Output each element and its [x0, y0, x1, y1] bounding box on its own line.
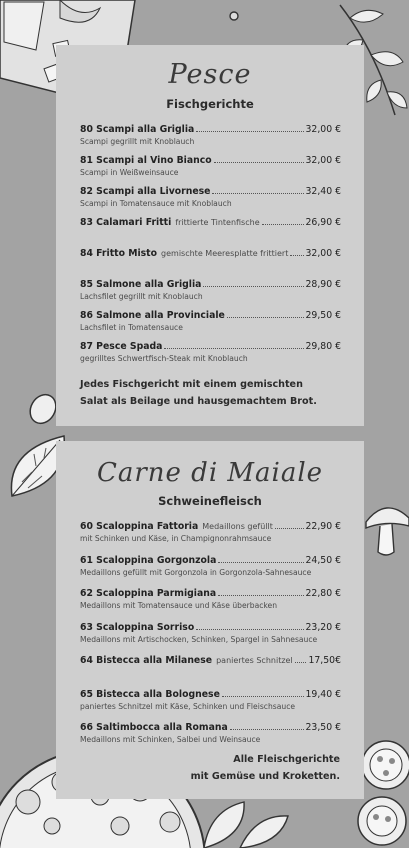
- meat-note-line-2: mit Gemüse und Kroketten.: [190, 771, 340, 782]
- menu-item-line: [80, 310, 341, 321]
- menu-item: [80, 248, 341, 259]
- mushroom-illustration: [364, 496, 409, 566]
- menu-item-name: 62 Scaloppina Parmigiana: [80, 588, 217, 599]
- menu-item-description: Medaillons mit Tomatensauce und Käse überbacken: [80, 601, 278, 610]
- menu-item-description: Scampi gegrillt mit Knoblauch: [80, 137, 195, 146]
- meat-section-title: Carne di Maiale: [96, 458, 324, 488]
- dot-leader: [164, 348, 303, 349]
- menu-item-price: 22,80 €: [305, 588, 341, 599]
- menu-item-name: 65 Bistecca alla Bolognese: [80, 688, 220, 700]
- meat-menu-panel: [56, 441, 364, 799]
- olive-illustration: [26, 392, 60, 426]
- menu-item: [80, 588, 341, 610]
- menu-item-line: [80, 722, 341, 733]
- menu-item: [80, 555, 341, 577]
- menu-item-description: Scampi in Weißweinsauce: [80, 168, 179, 177]
- dot-leader: [230, 729, 304, 730]
- menu-item-description: Medaillons gefüllt mit Gorgonzola in Gorgonzola-Sahnesauce: [80, 567, 312, 577]
- menu-item-price: 19,40 €: [305, 688, 341, 700]
- menu-item: [80, 310, 341, 332]
- menu-item: [80, 689, 341, 711]
- menu-item-name: 85 Salmone alla Griglia: [80, 279, 202, 290]
- dot-leader: [222, 696, 304, 697]
- dot-leader: [262, 224, 304, 225]
- menu-item-line: [80, 124, 341, 135]
- menu-item-description: Medaillons mit Artischocken, Schinken, Spargel in Sahnesauce: [80, 634, 318, 644]
- dot-leader: [203, 286, 303, 287]
- fish-section-title: Pesce: [168, 59, 252, 90]
- menu-item-line: [80, 186, 341, 197]
- menu-item-price: 23,20 €: [305, 621, 341, 633]
- meat-section-subtitle: Schweinefleisch: [158, 494, 262, 508]
- fish-menu-panel: [56, 45, 364, 426]
- menu-item-line: [80, 279, 341, 290]
- meat-note: [191, 751, 340, 785]
- basil-leaves-bottom-illustration: [200, 800, 290, 848]
- menu-item: [80, 722, 341, 744]
- menu-item-line: [80, 341, 341, 352]
- dot-leader: [196, 629, 303, 630]
- dot-leader: [214, 162, 304, 163]
- menu-item-line: [80, 622, 341, 633]
- meat-note-line-1: Alle Fleischgerichte: [233, 754, 340, 765]
- menu-item: [80, 186, 341, 208]
- menu-item-line: [80, 689, 341, 700]
- menu-item: [80, 155, 341, 177]
- fish-note-line-1: Jedes Fischgericht mit einem gemischten: [80, 379, 303, 390]
- menu-item-price: 22,90 €: [305, 521, 341, 532]
- pepper-dot-icon: [228, 10, 240, 22]
- dot-leader: [290, 255, 303, 256]
- menu-item-description: gegrilltes Schwertfisch-Steak mit Knoblauch: [80, 354, 248, 363]
- menu-item-name: 61 Scaloppina Gorgonzola: [80, 554, 217, 566]
- dot-leader: [196, 131, 303, 132]
- menu-item-price: 32,00 €: [305, 124, 341, 135]
- menu-item-description: Scampi in Tomatensauce mit Knoblauch: [80, 199, 232, 208]
- menu-item-name: 63 Scaloppina Sorriso: [80, 621, 195, 633]
- menu-item-name: 60 Scaloppina Fattoria: [80, 521, 199, 532]
- menu-item-price: 23,50 €: [305, 722, 341, 733]
- menu-item-name: 86 Salmone alla Provinciale: [80, 310, 225, 321]
- menu-item-description: paniertes Schnitzel mit Käse, Schinken und Fleischsauce: [80, 701, 296, 711]
- fish-note: [80, 376, 317, 410]
- menu-item-inline-description: Medaillons gefüllt: [202, 522, 273, 531]
- menu-item-inline-description: paniertes Schnitzel: [216, 656, 293, 665]
- menu-item-price: 26,90 €: [305, 217, 341, 228]
- menu-item-name: 81 Scampi al Vino Bianco: [80, 155, 212, 166]
- dot-leader: [295, 662, 307, 663]
- menu-item-name: 87 Pesce Spada: [80, 341, 163, 352]
- dot-leader: [218, 595, 303, 596]
- menu-item-price: 28,90 €: [305, 279, 341, 290]
- menu-item-description: mit Schinken und Käse, in Champignonrahmsauce: [80, 534, 272, 543]
- menu-item-line: [80, 155, 341, 166]
- fish-section-subtitle: Fischgerichte: [166, 97, 254, 111]
- menu-item: [80, 124, 341, 146]
- menu-item: [80, 521, 341, 543]
- dot-leader: [275, 528, 304, 529]
- dot-leader: [227, 317, 304, 318]
- fish-note-line-2: Salat als Beilage und hausgemachtem Brot.: [80, 396, 317, 407]
- menu-item-price: 29,80 €: [305, 341, 341, 352]
- menu-item-inline-description: gemischte Meeresplatte frittiert: [161, 249, 289, 258]
- menu-item-description: Medaillons mit Schinken, Salbei und Weinsauce: [80, 735, 261, 744]
- menu-item: [80, 341, 341, 363]
- menu-item: [80, 279, 341, 301]
- menu-item-price: 32,00 €: [305, 155, 341, 166]
- menu-item-price: 32,00 €: [305, 248, 341, 259]
- menu-item-name: 80 Scampi alla Griglia: [80, 124, 195, 135]
- menu-item-description: Lachsfilet gegrillt mit Knoblauch: [80, 292, 203, 301]
- menu-item-price: 29,50 €: [305, 310, 341, 321]
- menu-item-line: [80, 217, 341, 228]
- menu-item: [80, 655, 341, 666]
- menu-item-description: Lachsfilet in Tomatensauce: [80, 323, 183, 332]
- menu-item-name: 84 Fritto Misto: [80, 248, 158, 259]
- dot-leader: [218, 562, 303, 563]
- menu-item: [80, 622, 341, 644]
- menu-item-line: [80, 555, 341, 566]
- menu-item-line: [80, 248, 341, 259]
- menu-item-name: 66 Saltimbocca alla Romana: [80, 722, 228, 733]
- menu-item-name: 83 Calamari Fritti: [80, 217, 172, 228]
- menu-item-price: 17,50€: [308, 655, 341, 666]
- menu-item: [80, 217, 341, 228]
- menu-item-line: [80, 655, 341, 666]
- menu-item-price: 32,40 €: [305, 186, 341, 197]
- menu-item-line: [80, 521, 341, 532]
- menu-item-inline-description: frittierte Tintenfische: [175, 218, 260, 227]
- menu-item-name: 64 Bistecca alla Milanese: [80, 655, 213, 666]
- menu-item-line: [80, 588, 341, 599]
- dot-leader: [212, 193, 303, 194]
- menu-item-name: 82 Scampi alla Livornese: [80, 186, 211, 197]
- menu-item-price: 24,50 €: [305, 554, 341, 566]
